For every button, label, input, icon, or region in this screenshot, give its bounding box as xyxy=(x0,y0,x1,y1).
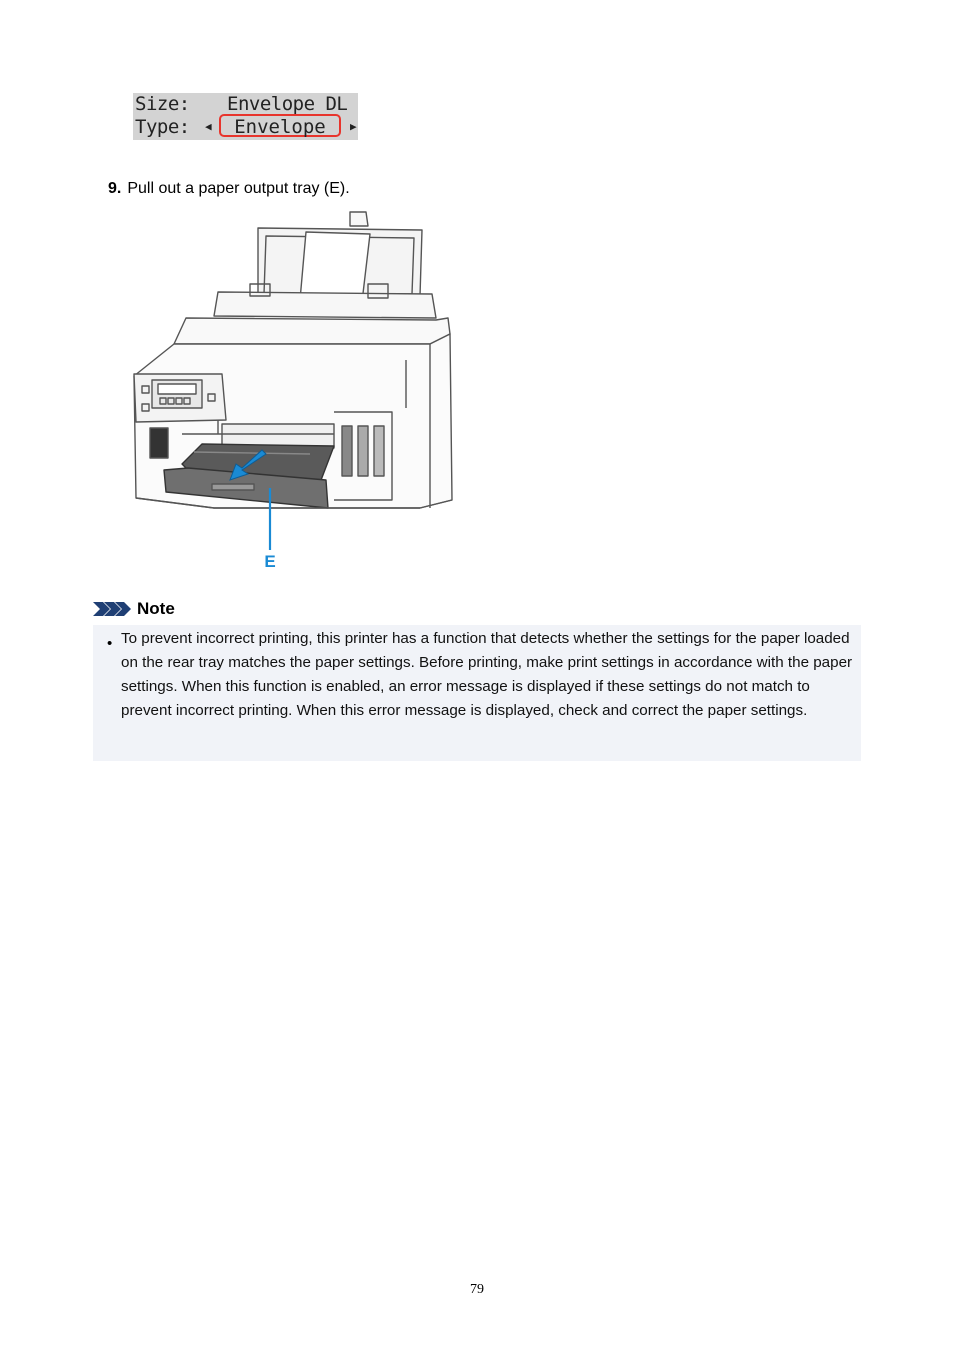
lcd-size-row xyxy=(135,93,358,115)
printer-illustration xyxy=(130,208,455,583)
printer-drawing xyxy=(130,208,455,578)
lcd-size-label: Size: xyxy=(135,93,190,115)
lcd-display xyxy=(133,93,358,140)
step-instruction xyxy=(108,180,350,198)
left-arrow-icon: ◀ xyxy=(205,120,212,133)
lcd-type-label: Type: xyxy=(135,116,190,138)
callout-label-e: E xyxy=(264,552,276,571)
page-number: 79 xyxy=(470,1282,484,1297)
step-text: Pull out a paper output tray (E). xyxy=(127,180,350,197)
note-text: To prevent incorrect printing, this printer has a function that detects whether the settings for the paper loaded on the rear tray matches the paper settings. Before printing, make print settings in accordance with the paper settings. When this function is enabled, an error message is displayed if these settings do not match to prevent incorrect printing. When this error message is displayed, check and correct the paper settings. xyxy=(121,630,853,719)
note-heading xyxy=(93,598,175,620)
lcd-type-value: Envelope xyxy=(219,114,341,137)
right-arrow-icon: ▶ xyxy=(350,120,357,133)
note-bullet: • xyxy=(107,635,113,652)
note-title: Note xyxy=(137,599,175,618)
lcd-type-row xyxy=(135,116,358,138)
note-box xyxy=(93,625,861,761)
note-chevrons-icon xyxy=(93,602,131,616)
step-number: 9. xyxy=(108,180,122,197)
lcd-size-value: Envelope DL xyxy=(227,93,348,115)
